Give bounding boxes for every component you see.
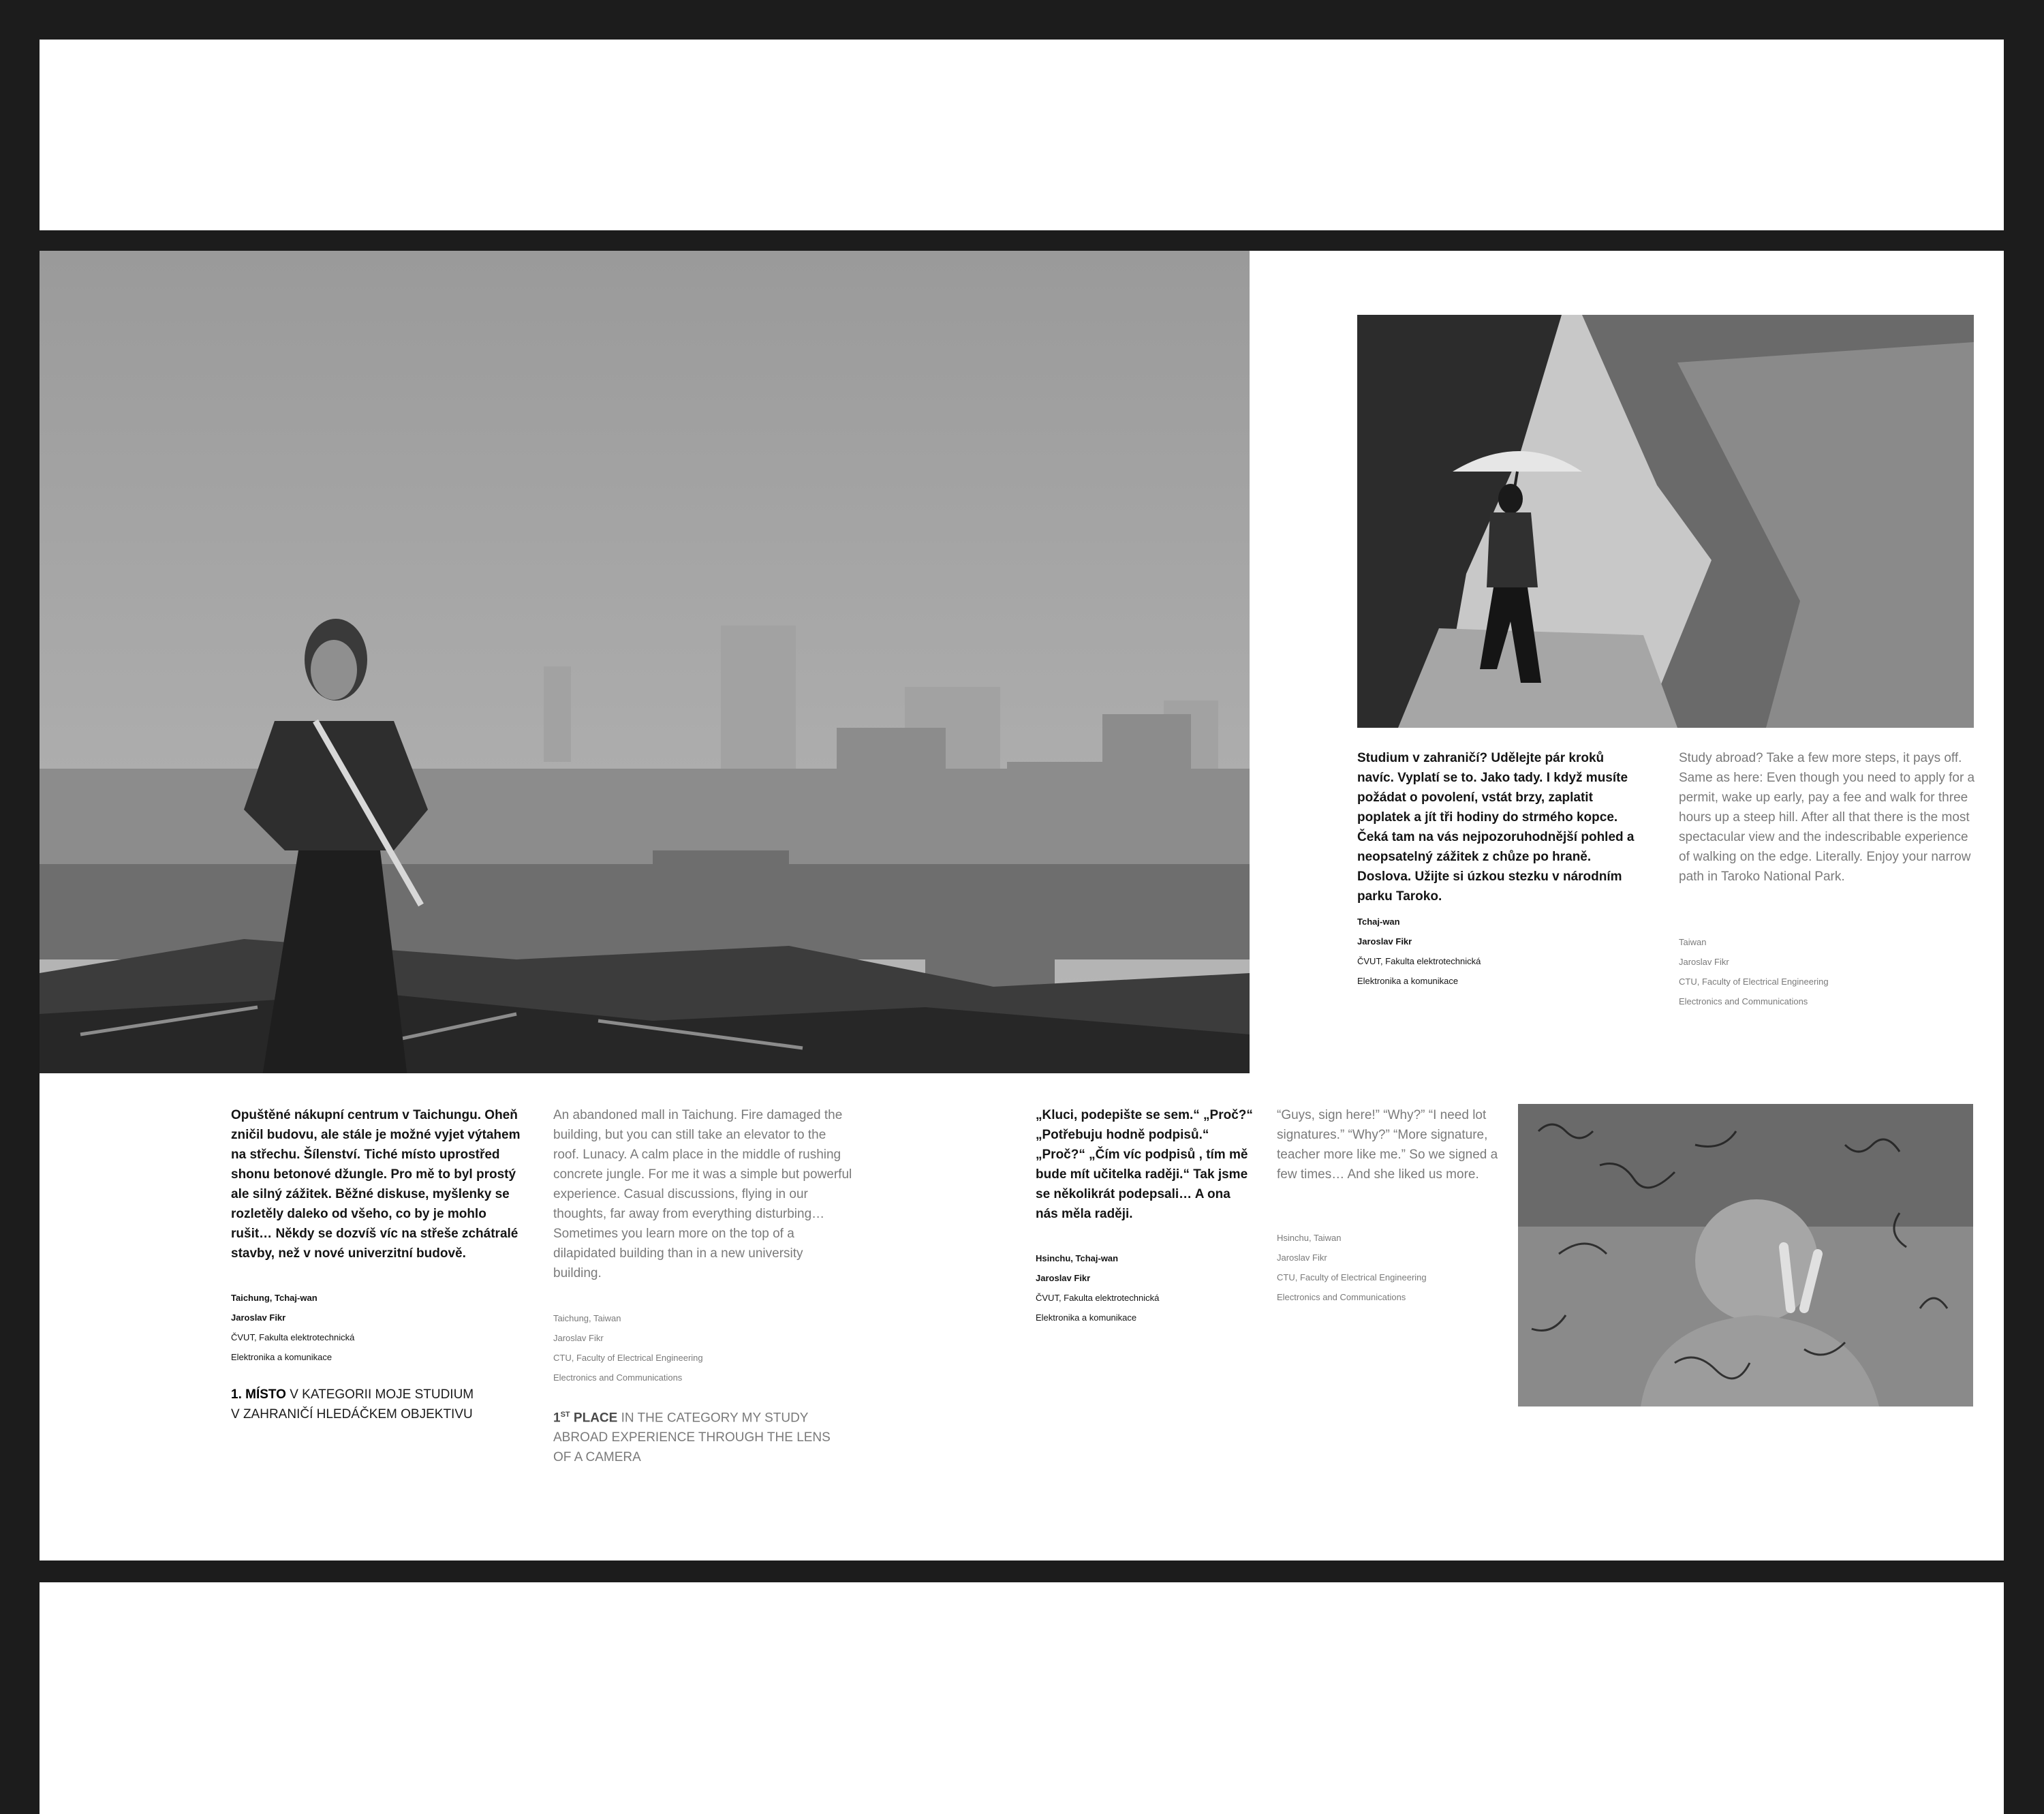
credit-author: Jaroslav Fikr — [1036, 1273, 1091, 1283]
credit-field: Elektronika a komunikace — [1036, 1312, 1137, 1323]
credit-field: Electronics and Communications — [1679, 996, 1808, 1006]
taichung-text-en: An abandoned mall in Taichung. Fire damaged the building, but you can still take an elevator to the roof. Lunacy. A calm place in the middle of rushing concrete jungle. For me it was a simple but powerful experience. Casual discussions, flying in our thoughts, far away from everything disturbing… Sometimes you learn more on the top of a dilapidated building than in a new university building. — [553, 1108, 852, 1280]
credit-field: Electronics and Communications — [1277, 1292, 1406, 1302]
credit-author: Jaroslav Fikr — [1357, 936, 1412, 947]
hsinchu-text-cz: „Kluci, podepište se sem.“ „Proč?“ „Potřebuju hodně podpisů.“ „Proč?“ „Čím víc podpisů , tím mě bude mít učitelka raději.“ Tak jsme se několikrát podepsali… A ona nás měla raději. — [1036, 1108, 1253, 1221]
credit-author: Jaroslav Fikr — [1679, 957, 1729, 967]
credit-place: Taichung, Taiwan — [553, 1313, 621, 1323]
credit-faculty: CTU, Faculty of Electrical Engineering — [1277, 1272, 1427, 1282]
photo-signatures-girl — [1518, 1104, 1973, 1406]
credit-faculty: ČVUT, Fakulta elektrotechnická — [1357, 956, 1481, 966]
taroko-credits-cz — [1357, 912, 1481, 991]
photo-taroko-trail — [1357, 315, 1974, 728]
taichung-credits-en — [553, 1308, 703, 1387]
main-panel — [40, 251, 2004, 1561]
photo-rooftop-city — [40, 251, 1250, 1073]
taroko-credits-en — [1679, 932, 1829, 1011]
credit-field: Elektronika a komunikace — [1357, 976, 1459, 986]
taroko-text-en: Study abroad? Take a few more steps, it pays off. Same as here: Even though you need to apply for a permit, wake up early, pay a fee and walk for three hours up a steep hill. After all that there is the most spectacular view and the indescribable experience of walking on the edge. Literally. Enjoy your narrow path in Taroko National Park. — [1679, 751, 1975, 884]
credit-place: Tchaj-wan — [1357, 917, 1400, 927]
taichung-text-cz: Opuštěné nákupní centrum v Taichungu. Oheň zničil budovu, ale stále je možné vyjet výtahem na střechu. Šílenství. Tiché místo uprostřed shonu betonové džungle. Pro mě to byl prostý ale silný zážitek. Běžné diskuse, myšlenky se rozletěly daleko od všeho, co by je mohlo rušit… Někdy se dozvíš víc na střeše zchátralé stavby, než v nové univerzitní budově. — [231, 1108, 521, 1261]
credit-author: Jaroslav Fikr — [1277, 1252, 1327, 1263]
bottom-panel — [40, 1582, 2004, 1814]
credit-faculty: ČVUT, Fakulta elektrotechnická — [231, 1332, 355, 1342]
credit-faculty: CTU, Faculty of Electrical Engineering — [553, 1353, 703, 1363]
credit-author: Jaroslav Fikr — [553, 1333, 604, 1343]
credit-faculty: ČVUT, Fakulta elektrotechnická — [1036, 1293, 1160, 1303]
taichung-credits-cz — [231, 1288, 354, 1367]
taroko-text-cz: Studium v zahraničí? Udělejte pár kroků navíc. Vyplatí se to. Jako tady. I když musíte požádat o povolení, vstát brzy, zaplatit poplatek a jít tři hodiny do strmého kopce. Čeká tam na vás nejpozoruhodnější pohled a neopsatelný zážitek z chůze po hraně. Doslova. Užijte si úzkou stezku v národním parku Taroko. — [1357, 751, 1635, 904]
award-cz: 1. MÍSTO V KATEGORII MOJE STUDIUM V ZAHRANIČÍ HLEDÁČKEM OBJEKTIVU — [231, 1387, 474, 1421]
credit-field: Elektronika a komunikace — [231, 1352, 332, 1362]
top-panel — [40, 40, 2004, 230]
hsinchu-credits-en — [1277, 1228, 1427, 1307]
credit-faculty: CTU, Faculty of Electrical Engineering — [1679, 977, 1829, 987]
hsinchu-text-en: “Guys, sign here!” “Why?” “I need lot signatures.” “Why?” “More signature, teacher more like me.” So we signed a few times… And she liked us more. — [1277, 1108, 1498, 1182]
credit-place: Taiwan — [1679, 937, 1707, 947]
credit-place: Hsinchu, Taiwan — [1277, 1233, 1342, 1243]
credit-place: Taichung, Tchaj-wan — [231, 1293, 318, 1303]
credit-author: Jaroslav Fikr — [231, 1312, 286, 1323]
credit-field: Electronics and Communications — [553, 1372, 683, 1383]
award-en: 1ST PLACE IN THE CATEGORY MY STUDY ABROAD EXPERIENCE THROUGH THE LENS OF A CAMERA — [553, 1411, 831, 1465]
credit-place: Hsinchu, Tchaj-wan — [1036, 1253, 1119, 1263]
hsinchu-credits-cz — [1036, 1248, 1159, 1327]
